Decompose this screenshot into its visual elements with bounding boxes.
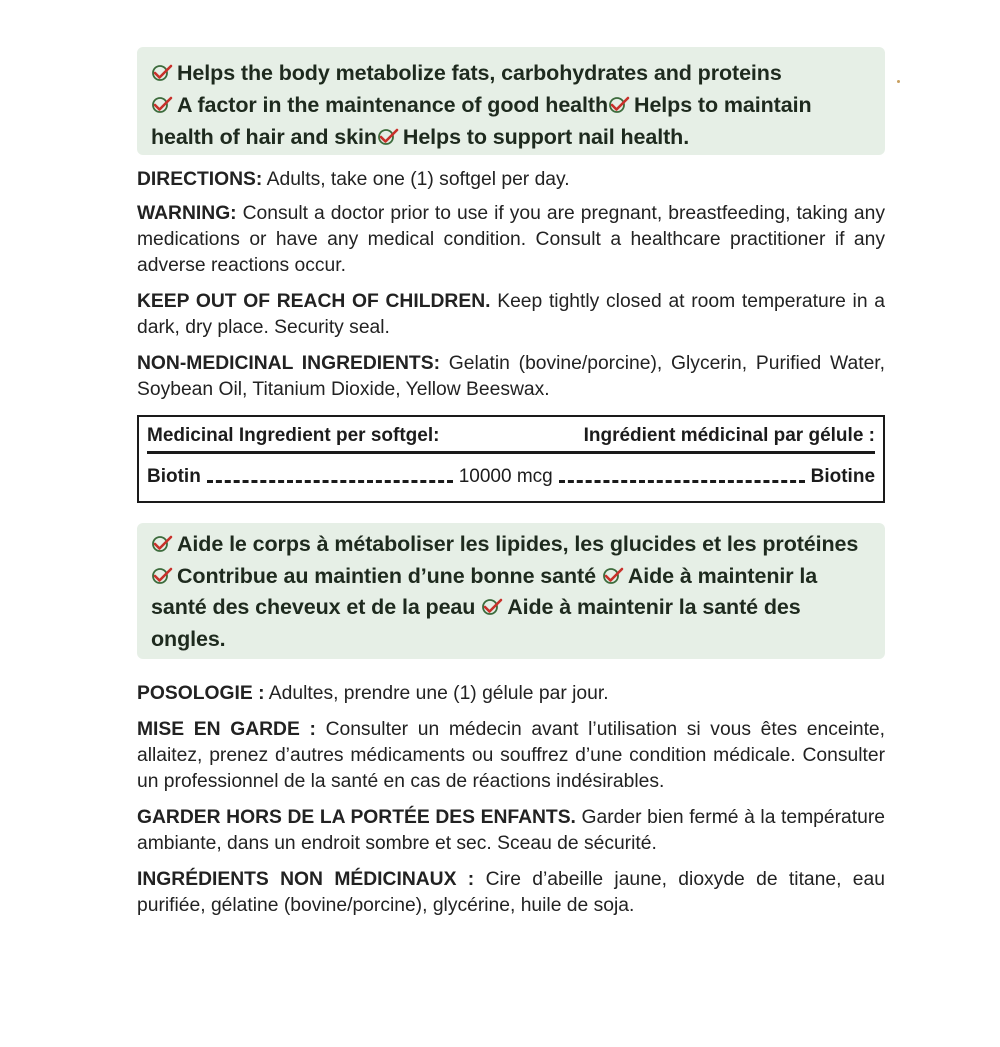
en-claim-1: Helps the body metabolize fats, carbohydrates and proteins: [177, 61, 782, 85]
keep-out-label: KEEP OUT OF REACH OF CHILDREN.: [137, 291, 491, 312]
mise-en-garde-paragraph: [137, 717, 885, 795]
table-header: [147, 421, 875, 454]
directions-text: Adults, take one (1) softgel per day.: [266, 169, 570, 190]
medicinal-ingredient-table: [137, 415, 885, 503]
ingredients-non-med-paragraph: [137, 867, 885, 919]
checkmark-icon: [602, 567, 624, 585]
en-claims-box: [137, 47, 885, 155]
directions-label: DIRECTIONS:: [137, 169, 263, 190]
checkmark-icon: [151, 64, 173, 82]
fr-claim-2: Contribue au maintien d’une bonne santé: [177, 563, 596, 588]
garder-label: GARDER HORS DE LA PORTÉE DES ENFANTS.: [137, 807, 576, 828]
checkmark-icon: [151, 567, 173, 585]
garder-text: Garder bien fermé à la température ambiante, dans un endroit sombre et sec. Sceau de sécurité.: [137, 807, 885, 854]
dashed-leader: [207, 480, 453, 483]
dashed-leader: [559, 480, 805, 483]
keep-out-text: Keep tightly closed at room temperature in a dark, dry place. Security seal.: [137, 291, 885, 338]
fr-claim-1: Aide le corps à métaboliser les lipides, les glucides et les protéines: [177, 532, 859, 556]
table-header-en: Medicinal Ingredient per softgel:: [147, 425, 440, 446]
posologie-paragraph: [137, 681, 885, 707]
ingredients-non-med-text: Cire d’abeille jaune, dioxyde de titane, eau purifiée, gélatine (bovine/porcine), glycérine, huile de soja.: [137, 869, 885, 916]
table-header-fr: Ingrédient médicinal par gélule :: [583, 425, 875, 446]
mise-en-garde-text: Consulter un médecin avant l’utilisation si vous êtes enceinte, allaitez, prenez d’autres médicaments ou souffrez d’une condition médicale. Consulter un professionnel de la santé en cas de réactions indésirables.: [137, 719, 886, 792]
non-medicinal-paragraph: [137, 351, 885, 403]
ingredient-amount: 10000 mcg: [458, 466, 553, 487]
ingredient-fr: Biotine: [810, 466, 876, 487]
en-claim-2: A factor in the maintenance of good health: [177, 93, 609, 117]
warning-text: Consult a doctor prior to use if you are pregnant, breastfeeding, taking any medications or have any medical condition. Consult a healthcare practitioner if any adverse reactions occur.: [137, 203, 885, 276]
warning-paragraph: [137, 201, 885, 279]
posologie-label: POSOLOGIE :: [137, 683, 265, 704]
keep-out-paragraph: [137, 289, 885, 341]
directions-paragraph: [137, 167, 885, 193]
checkmark-icon: [151, 96, 173, 114]
mise-en-garde-label: MISE EN GARDE :: [137, 719, 316, 740]
ingredient-en: Biotin: [147, 466, 201, 487]
non-medicinal-label: NON-MEDICINAL INGREDIENTS:: [137, 353, 440, 374]
garder-paragraph: [137, 805, 885, 857]
en-claim-3: Helps to maintain health of hair and skin: [151, 93, 812, 149]
fr-claim-3: Aide à maintenir la santé des cheveux et de la peau: [151, 563, 818, 619]
table-row: [147, 454, 875, 500]
posologie-text: Adultes, prendre une (1) gélule par jour.: [268, 683, 609, 704]
checkmark-icon: [608, 96, 630, 114]
checkmark-icon: [151, 535, 173, 553]
corner-dot: [897, 80, 900, 83]
checkmark-icon: [481, 598, 503, 616]
fr-claim-4: Aide à maintenir la santé des ongles.: [151, 595, 801, 651]
en-claim-4: Helps to support nail health.: [402, 125, 690, 149]
fr-claims-box: [137, 523, 885, 659]
ingredients-non-med-label: INGRÉDIENTS NON MÉDICINAUX :: [137, 869, 475, 890]
checkmark-icon: [377, 128, 399, 146]
label-page: [0, 47, 1000, 1047]
warning-label: WARNING:: [137, 203, 237, 224]
non-medicinal-text: Gelatin (bovine/porcine), Glycerin, Purified Water, Soybean Oil, Titanium Dioxide, Yellow Beeswax.: [137, 353, 886, 400]
